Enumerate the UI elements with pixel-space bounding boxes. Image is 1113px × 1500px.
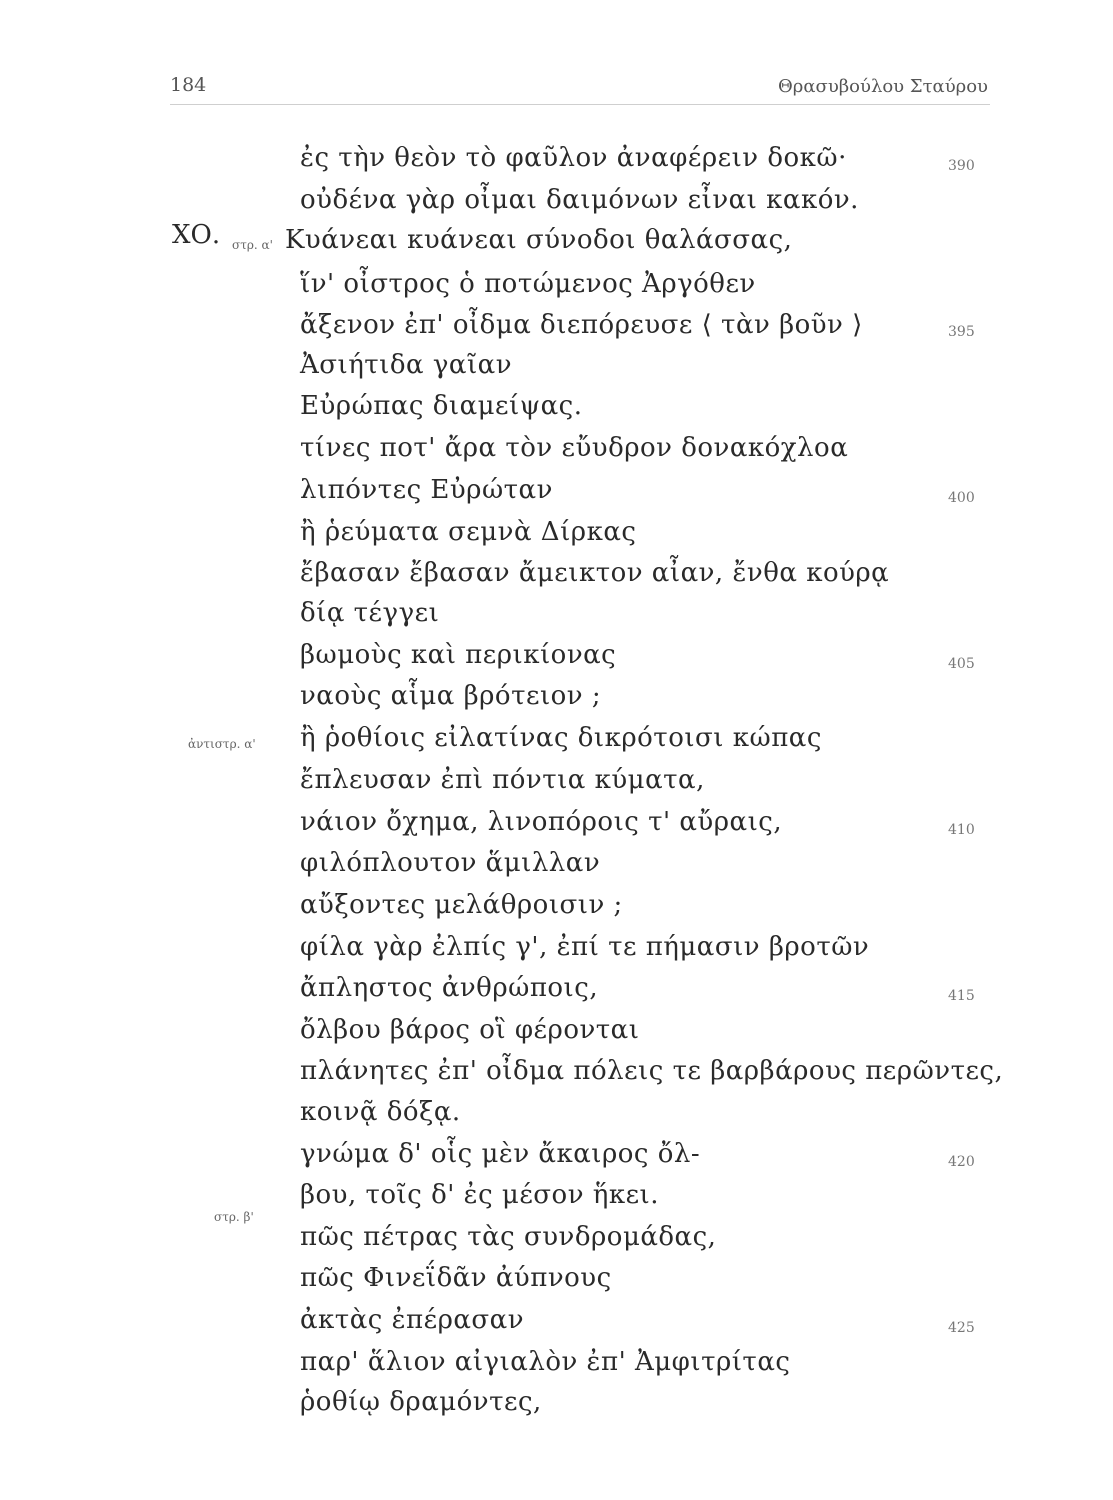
verse-line: αὔξοντες μελάθροισιν ; (300, 890, 623, 920)
verse-line: νάιον ὄχημα, λινοπόροις τ' αὔραις, (300, 807, 783, 837)
verse-line: ἔβασαν ἔβασαν ἄμεικτον αἶαν, ἔνθα κούρᾳ (300, 558, 890, 588)
verse-line: Κυάνεαι κυάνεαι σύνοδοι θαλάσσας, (285, 225, 793, 255)
speaker-label: ΧΟ. (172, 220, 221, 250)
line-number-420: 420 (948, 1154, 975, 1170)
verse-line: ἐς τὴν θεὸν τὸ φαῦλον ἀναφέρειν δοκῶ· (300, 143, 847, 173)
verse-line: ῥοθίῳ δραμόντες, (300, 1387, 542, 1417)
verse-line: βου, τοῖς δ' ἐς μέσον ἥκει. (300, 1180, 660, 1210)
verse-line: πῶς Φινεΐδᾶν ἀύπνους (300, 1263, 612, 1293)
line-number-395: 395 (948, 324, 975, 340)
verse-line: Ἀσιήτιδα γαῖαν (300, 350, 513, 380)
verse-line: γνώμα δ' οἷς μὲν ἄκαιρος ὄλ- (300, 1139, 701, 1169)
verse-line: ναοὺς αἷμα βρότειον ; (300, 681, 602, 711)
line-number-415: 415 (948, 988, 975, 1004)
verse-line: βωμοὺς καὶ περικίονας (300, 640, 617, 670)
verse-line: ἵν' οἶστρος ὁ ποτώμενος Ἀργόθεν (300, 269, 756, 299)
verse-line: δίᾳ τέγγει (300, 598, 440, 628)
verse-line: κοινᾷ δόξᾳ. (300, 1097, 461, 1127)
verse-line: ἀκτὰς ἐπέρασαν (300, 1305, 525, 1335)
line-number-400: 400 (948, 490, 975, 506)
line-number-410: 410 (948, 822, 975, 838)
verse-line: φιλόπλουτον ἅμιλλαν (300, 848, 601, 878)
verse-line: οὐδένα γὰρ οἶμαι δαιμόνων εἶναι κακόν. (300, 185, 859, 215)
running-head: Θρασυβούλου Σταύρου (778, 76, 988, 97)
verse-line: φίλα γὰρ ἐλπίς γ', ἐπί τε πήμασιν βροτῶν (300, 932, 870, 962)
page-number: 184 (170, 74, 207, 96)
line-number-425: 425 (948, 1320, 975, 1336)
verse-line: ἢ ῥεύματα σεμνὰ Δίρκας (300, 517, 637, 547)
verse-line: ἢ ῥοθίοις εἰλατίνας δικρότοισι κώπας (300, 723, 822, 753)
margin-label-strophe-b: στρ. β' (214, 1210, 254, 1224)
verse-line: παρ' ἅλιον αἰγιαλὸν ἐπ' Ἀμφιτρίτας (300, 1347, 791, 1377)
line-number-390: 390 (948, 158, 975, 174)
verse-line: ἔπλευσαν ἐπὶ πόντια κύματα, (300, 765, 705, 795)
verse-line: λιπόντες Εὐρώταν (300, 475, 553, 505)
verse-line: ὄλβου βάρος οἳ φέρονται (300, 1015, 640, 1045)
margin-label-antistrophe-a: ἀντιστρ. α' (188, 737, 256, 751)
line-number-405: 405 (948, 656, 975, 672)
verse-line: ἄπληστος ἀνθρώποις, (300, 973, 599, 1003)
verse-line: πλάνητες ἐπ' οἶδμα πόλεις τε βαρβάρους περῶντες, (300, 1056, 1004, 1086)
verse-line: πῶς πέτρας τὰς συνδρομάδας, (300, 1222, 717, 1252)
verse-line: Εὐρώπας διαμείψας. (300, 391, 583, 421)
margin-label-strophe-a: στρ. α' (232, 238, 273, 252)
verse-line: ἄξενον ἐπ' οἶδμα διεπόρευσε ⟨ τὰν βοῦν ⟩ (300, 310, 863, 340)
verse-line: τίνες ποτ' ἄρα τὸν εὔυδρον δονακόχλοα (300, 433, 849, 463)
header-rule (170, 104, 990, 105)
